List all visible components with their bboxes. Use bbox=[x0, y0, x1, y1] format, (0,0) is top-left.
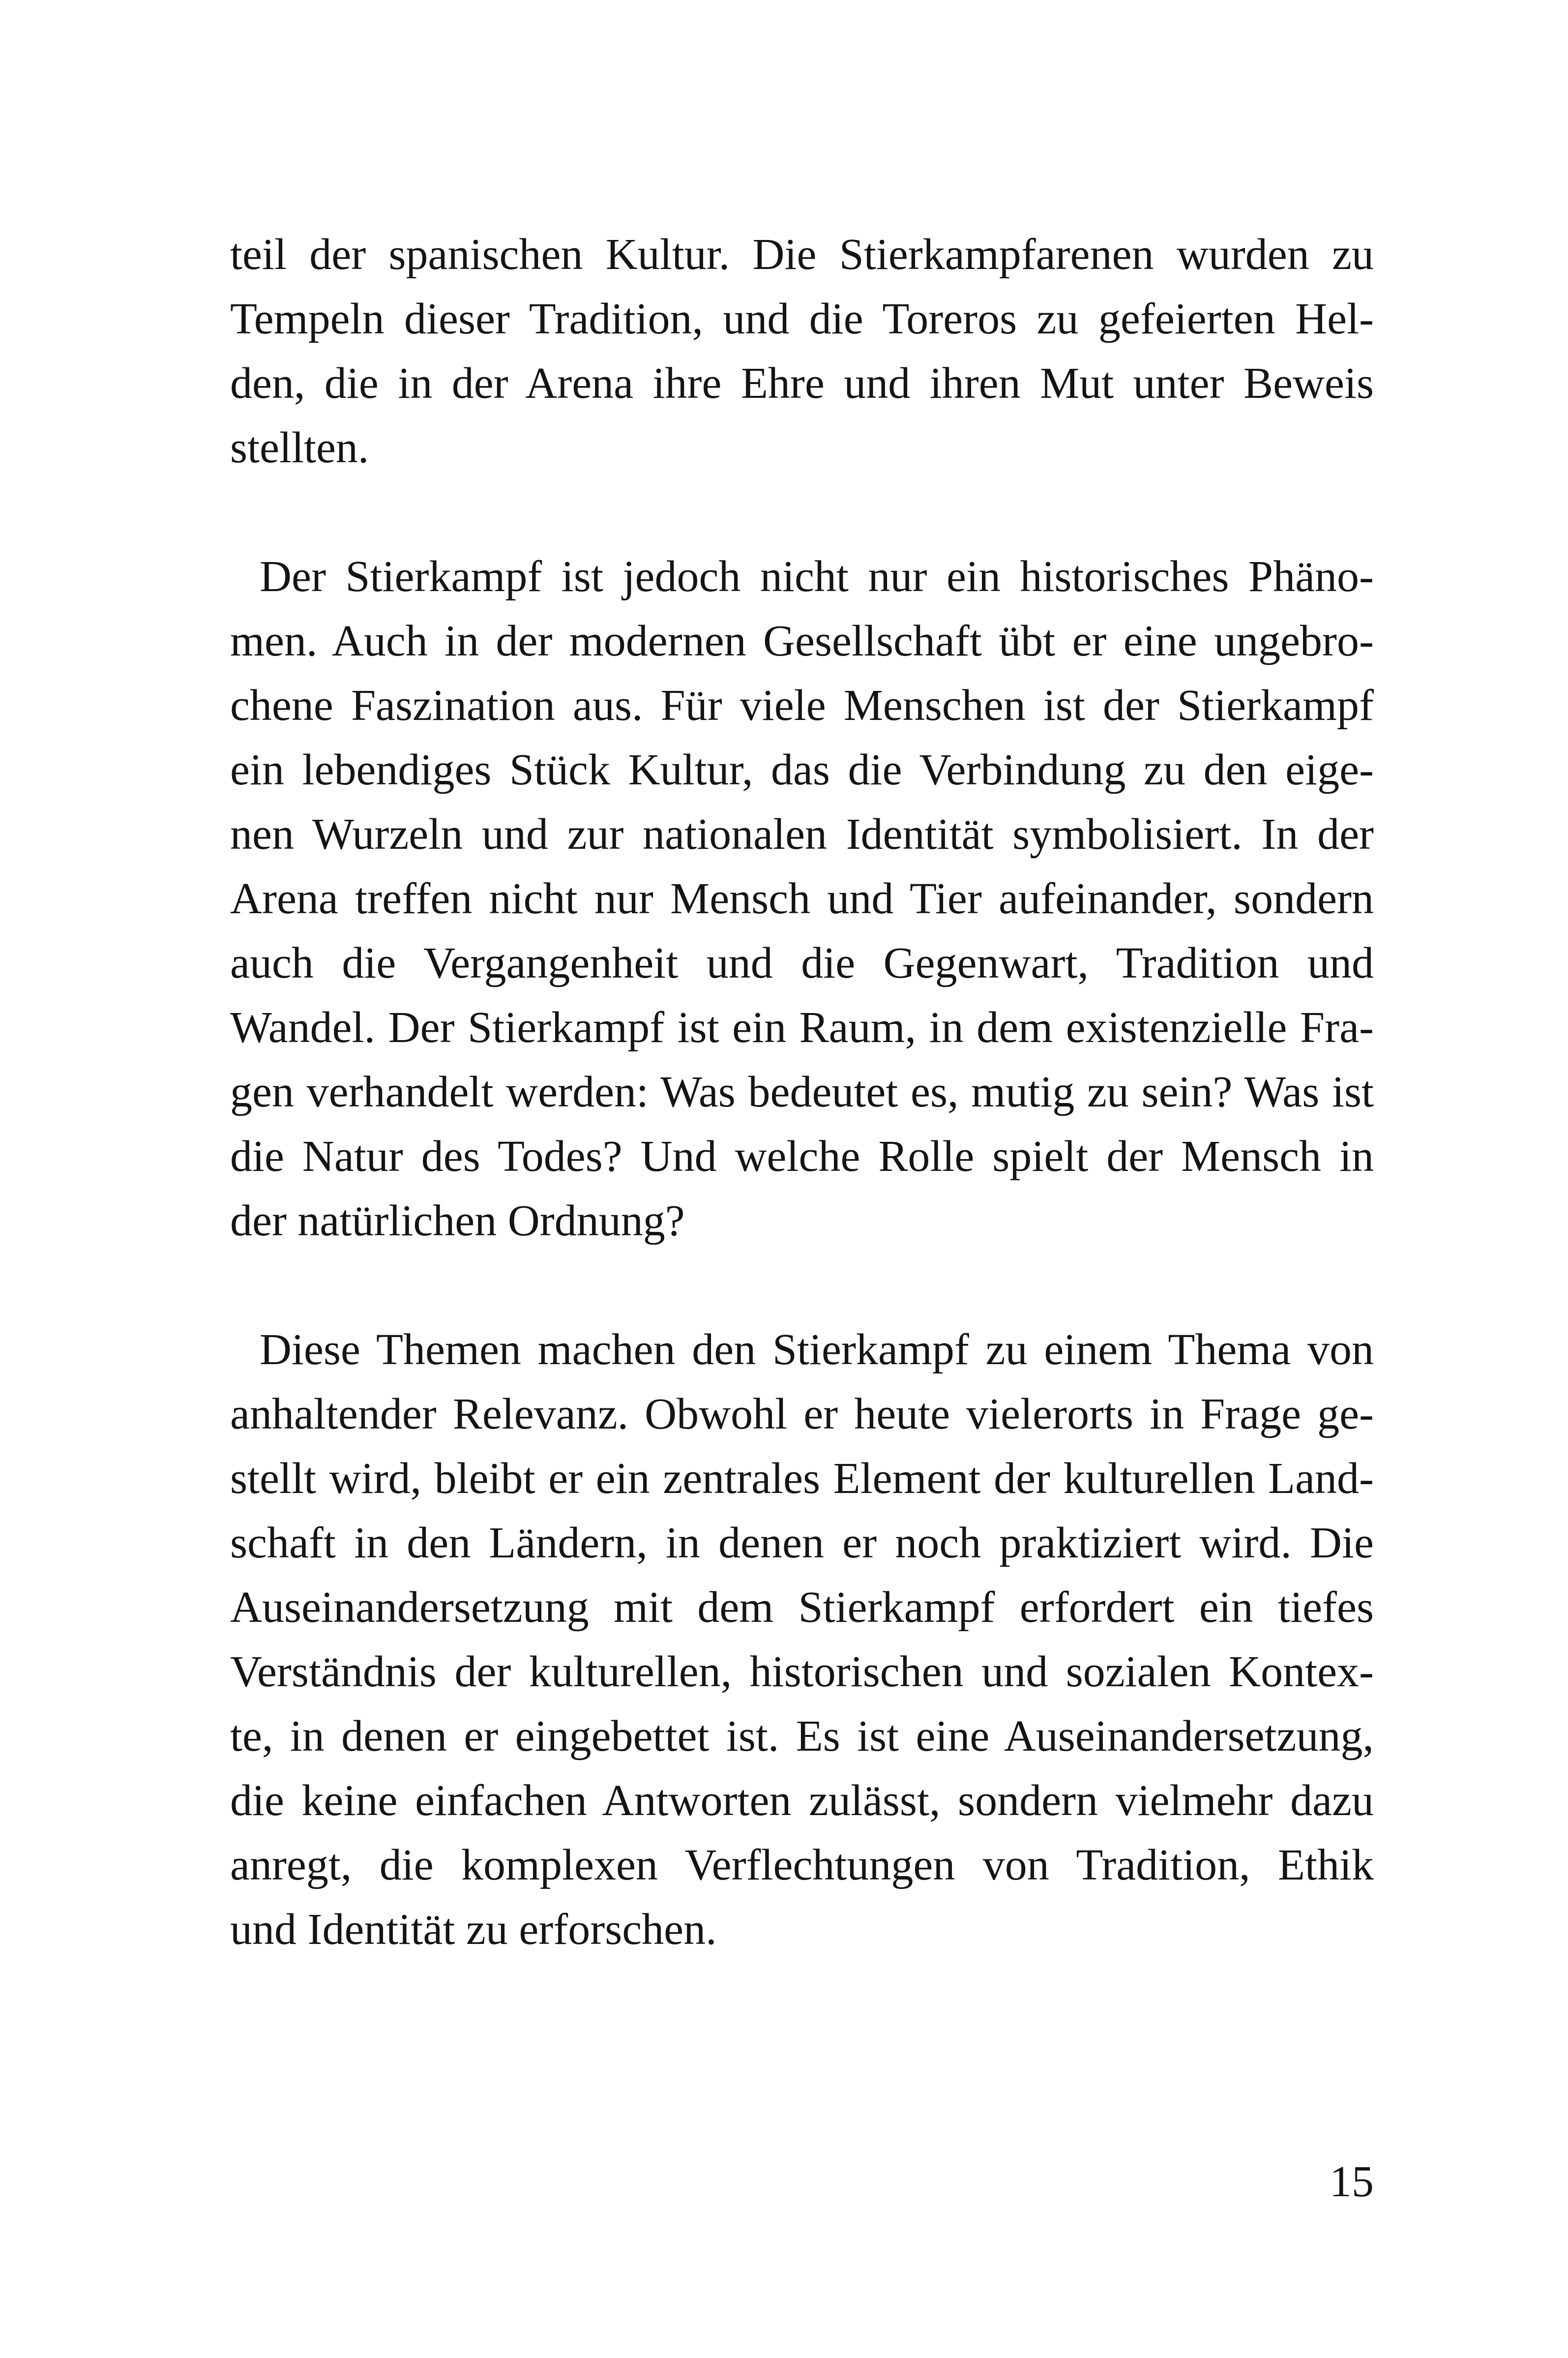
text-line: te, in denen er eingebettet ist. Es ist eine Auseinandersetzung, bbox=[230, 1712, 1374, 1761]
text-line: Arena treffen nicht nur Mensch und Tier aufeinander, sondern bbox=[230, 874, 1374, 923]
text-line: Wandel. Der Stierkampf ist ein Raum, in dem existenzielle Fra- bbox=[230, 1003, 1374, 1052]
text-line: die Natur des Todes? Und welche Rolle spielt der Mensch in bbox=[230, 1132, 1374, 1181]
paragraph-spacer bbox=[230, 1253, 1374, 1317]
text-line: der natürlichen Ordnung? bbox=[230, 1196, 685, 1245]
text-line: men. Auch in der modernen Gesellschaft übt er eine ungebro- bbox=[230, 617, 1374, 665]
paragraph-3 bbox=[230, 1317, 1374, 1962]
text-line: schaft in den Ländern, in denen er noch praktiziert wird. Die bbox=[230, 1519, 1374, 1567]
text-line: auch die Vergangenheit und die Gegenwart, Tradition und bbox=[230, 939, 1374, 987]
text-line: Verständnis der kulturellen, historischen und sozialen Kontex- bbox=[230, 1647, 1374, 1696]
text-line: Tempeln dieser Tradition, und die Toreros zu gefeierten Hel- bbox=[230, 295, 1374, 343]
text-line: Auseinandersetzung mit dem Stierkampf erfordert ein tiefes bbox=[230, 1583, 1374, 1632]
text-line: stellten. bbox=[230, 423, 369, 472]
body-text bbox=[230, 222, 1374, 1962]
text-line: teil der spanischen Kultur. Die Stierkampfarenen wurden zu bbox=[230, 230, 1374, 279]
text-line: chene Faszination aus. Für viele Menschen ist der Stierkampf bbox=[230, 681, 1374, 730]
text-line: den, die in der Arena ihre Ehre und ihren Mut unter Beweis bbox=[230, 359, 1374, 408]
text-line: anregt, die komplexen Verflechtungen von Tradition, Ethik bbox=[230, 1841, 1374, 1889]
text-line: Der Stierkampf ist jedoch nicht nur ein historisches Phäno- bbox=[260, 552, 1374, 601]
page-number: 15 bbox=[1330, 2157, 1374, 2206]
paragraph-spacer bbox=[230, 480, 1374, 544]
text-line: die keine einfachen Antworten zulässt, sondern vielmehr dazu bbox=[230, 1776, 1374, 1825]
paragraph-2 bbox=[230, 544, 1374, 1253]
text-line: nen Wurzeln und zur nationalen Identität symbolisiert. In der bbox=[230, 810, 1374, 859]
text-line: gen verhandelt werden: Was bedeutet es, mutig zu sein? Was ist bbox=[230, 1068, 1374, 1116]
text-line: ein lebendiges Stück Kultur, das die Verbindung zu den eige- bbox=[230, 746, 1374, 794]
text-line: Diese Themen machen den Stierkampf zu einem Thema von bbox=[260, 1325, 1374, 1374]
text-line: anhaltender Relevanz. Obwohl er heute vielerorts in Frage ge- bbox=[230, 1390, 1374, 1438]
paragraph-1 bbox=[230, 222, 1374, 480]
text-line: und Identität zu erforschen. bbox=[230, 1905, 717, 1954]
text-line: stellt wird, bleibt er ein zentrales Element der kulturellen Land- bbox=[230, 1454, 1374, 1503]
